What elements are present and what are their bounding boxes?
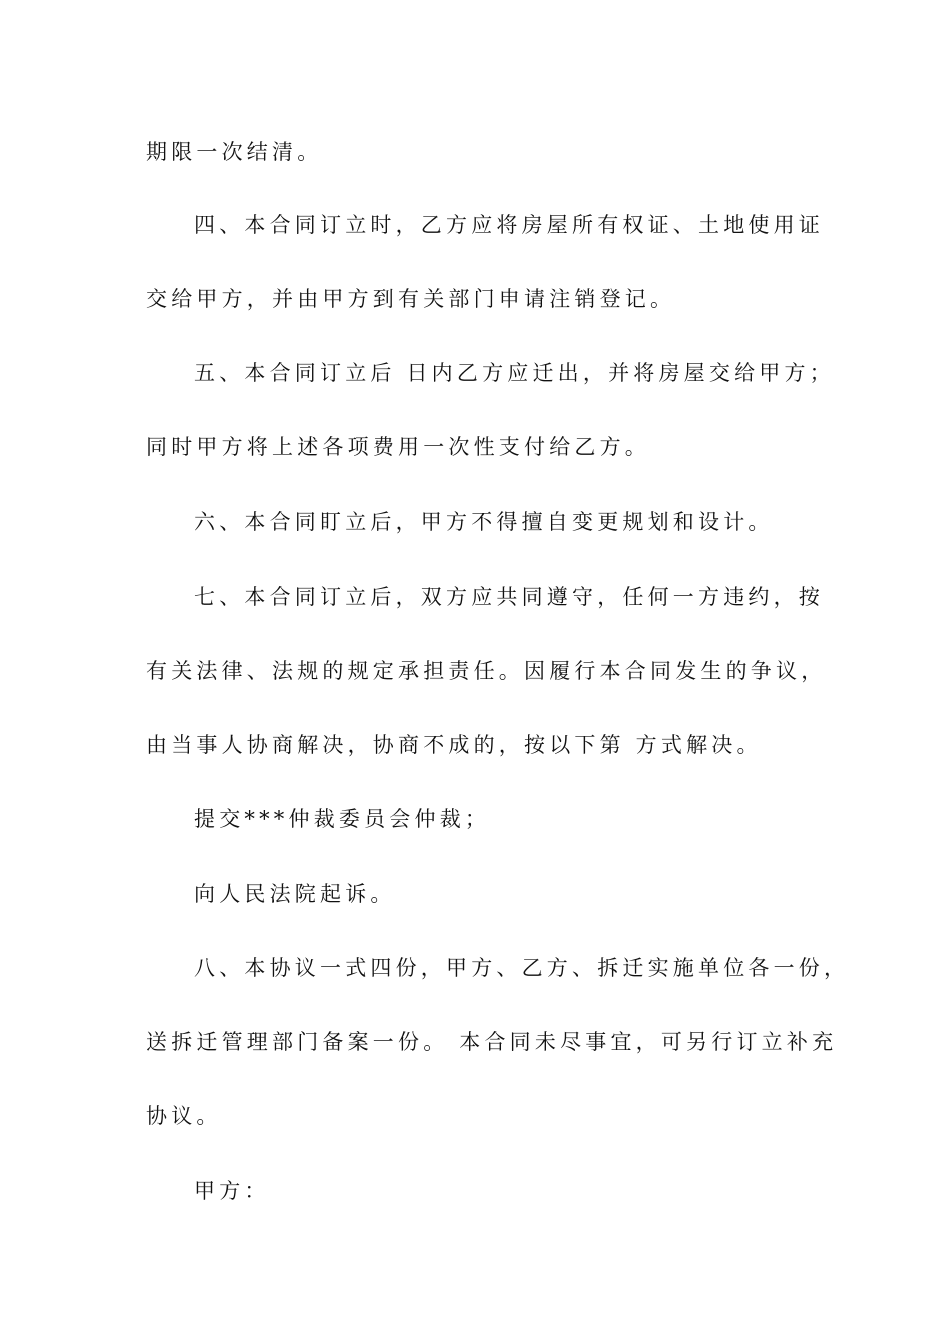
clause-5-line-2: 同时甲方将上述各项费用一次性支付给乙方。 [146, 435, 650, 459]
party-a-signature-label: 甲方： [194, 1179, 270, 1203]
clause-7-line-2: 有关法律、法规的规定承担责任。因履行本合同发生的争议， [146, 659, 827, 683]
option-court: 向人民法院起诉。 [194, 882, 396, 906]
clause-7-line-1: 七、本合同订立后，双方应共同遵守，任何一方违约，按 [194, 585, 824, 609]
clause-4-line-2: 交给甲方，并由甲方到有关部门申请注销登记。 [146, 287, 676, 311]
clause-6-line-1: 六、本合同盯立后，甲方不得擅自变更规划和设计。 [194, 510, 774, 534]
clause-8-line-1: 八、本协议一式四份，甲方、乙方、拆迁实施单位各一份， [194, 956, 850, 980]
clause-8-line-2: 送拆迁管理部门备案一份。 本合同未尽事宜，可另行订立补充 [146, 1030, 838, 1054]
clause-7-line-3: 由当事人协商解决，协商不成的，按以下第 方式解决。 [146, 733, 762, 757]
text-line: 期限一次结清。 [146, 140, 323, 164]
clause-8-line-3: 协议。 [146, 1104, 222, 1128]
option-arbitration: 提交***仲裁委员会仲裁； [194, 807, 491, 831]
clause-4-line-1: 四、本合同订立时，乙方应将房屋所有权证、土地使用证 [194, 213, 824, 237]
clause-5-line-1: 五、本合同订立后 日内乙方应迁出，并将房屋交给甲方； [194, 361, 835, 385]
